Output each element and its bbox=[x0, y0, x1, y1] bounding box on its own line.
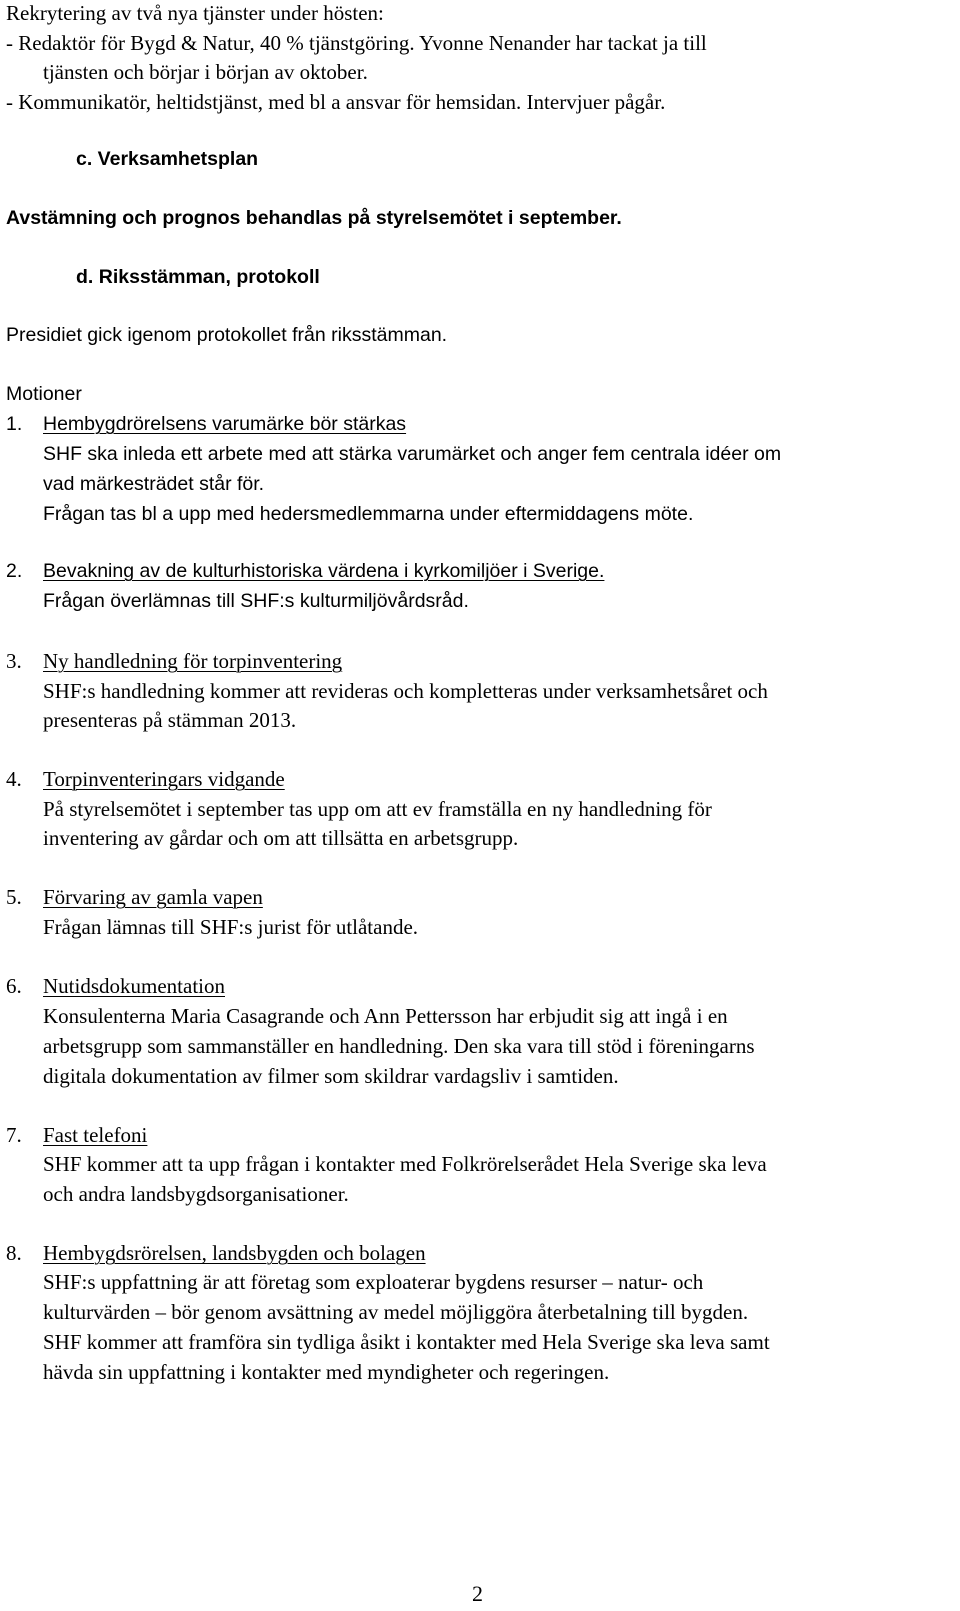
motion-text-line: och andra landsbygdsorganisationer. bbox=[43, 1182, 349, 1206]
motion-title: Nutidsdokumentation bbox=[43, 974, 225, 998]
motion-number: 7. bbox=[6, 1123, 22, 1147]
recruitment-item-editor: - Redaktör för Bygd & Natur, 40 % tjänstgöring. Yvonne Nenander har tackat ja till bbox=[6, 31, 707, 55]
motion-text-line: SHF:s handledning kommer att revideras och kompletteras under verksamhetsåret och bbox=[43, 679, 768, 703]
motion-title: Torpinventeringars vidgande bbox=[43, 767, 285, 791]
motion-number: 2. bbox=[6, 560, 23, 582]
motion-text-line: SHF:s uppfattning är att företag som exploaterar bygdens resurser – natur- och bbox=[43, 1270, 704, 1294]
motion-text-line: Konsulenterna Maria Casagrande och Ann Pettersson har erbjudit sig att ingå i en bbox=[43, 1004, 728, 1028]
motion-title: Bevakning av de kulturhistoriska värdena i kyrkomiljöer i Sverige. bbox=[43, 560, 605, 582]
motion-text-line: SHF ska inleda ett arbete med att stärka varumärket och anger fem centrala idéer om bbox=[43, 443, 782, 465]
motion-title: Fast telefoni bbox=[43, 1123, 148, 1147]
motion-text-line: hävda sin uppfattning i kontakter med myndigheter och regeringen. bbox=[43, 1360, 610, 1384]
section-c-text: Avstämning och prognos behandlas på styrelsemötet i september. bbox=[6, 207, 622, 229]
page-number: 2 bbox=[472, 1581, 483, 1606]
section-d-text: Presidiet gick igenom protokollet från riksstämman. bbox=[6, 324, 448, 346]
motion-text-line: arbetsgrupp som sammanställer en handledning. Den ska vara till stöd i föreningarns bbox=[43, 1034, 755, 1058]
recruitment-item-editor-cont: tjänsten och börjar i början av oktober. bbox=[43, 60, 368, 84]
motions-heading: Motioner bbox=[6, 383, 82, 405]
motion-text-line: digitala dokumentation av filmer som skildrar vardagsliv i samtiden. bbox=[43, 1064, 619, 1088]
section-d-heading: d. Riksstämman, protokoll bbox=[76, 266, 320, 288]
motion-text-line: vad märkesträdet står för. bbox=[43, 473, 265, 495]
motion-number: 5. bbox=[6, 885, 22, 909]
motion-text-line: presenteras på stämman 2013. bbox=[43, 708, 297, 732]
motion-text-line: På styrelsemötet i september tas upp om att ev framställa en ny handledning för bbox=[43, 797, 712, 821]
motion-number: 3. bbox=[6, 649, 22, 673]
motion-text-line: SHF kommer att framföra sin tydliga åsikt i kontakter med Hela Sverige ska leva samt bbox=[43, 1330, 770, 1354]
motion-title: Hembygdrörelsens varumärke bör stärkas bbox=[43, 413, 407, 435]
recruitment-heading: Rekrytering av två nya tjänster under hösten: bbox=[6, 1, 384, 25]
motion-text-line: kulturvärden – bör genom avsättning av medel möjliggöra återbetalning till bygden. bbox=[43, 1300, 749, 1324]
motion-text-line: Frågan tas bl a upp med hedersmedlemmarna under eftermiddagens möte. bbox=[43, 503, 694, 525]
motion-number: 6. bbox=[6, 974, 22, 998]
recruitment-item-communicator: - Kommunikatör, heltidstjänst, med bl a ansvar för hemsidan. Intervjuer pågår. bbox=[6, 90, 666, 114]
section-c-heading: c. Verksamhetsplan bbox=[76, 148, 259, 170]
motion-text-line: SHF kommer att ta upp frågan i kontakter med Folkrörelserådet Hela Sverige ska leva bbox=[43, 1152, 767, 1176]
motion-title: Hembygdsrörelsen, landsbygden och bolagen bbox=[43, 1241, 426, 1265]
motion-title: Förvaring av gamla vapen bbox=[43, 885, 263, 909]
motion-number: 1. bbox=[6, 413, 23, 435]
motion-text-line: Frågan överlämnas till SHF:s kulturmiljövårdsråd. bbox=[43, 590, 469, 612]
motion-number: 8. bbox=[6, 1241, 22, 1265]
motion-text-line: inventering av gårdar och om att tillsätta en arbetsgrupp. bbox=[43, 826, 519, 850]
motion-text-line: Frågan lämnas till SHF:s jurist för utlåtande. bbox=[43, 915, 419, 939]
motion-number: 4. bbox=[6, 767, 22, 791]
motion-title: Ny handledning för torpinventering bbox=[43, 649, 343, 673]
